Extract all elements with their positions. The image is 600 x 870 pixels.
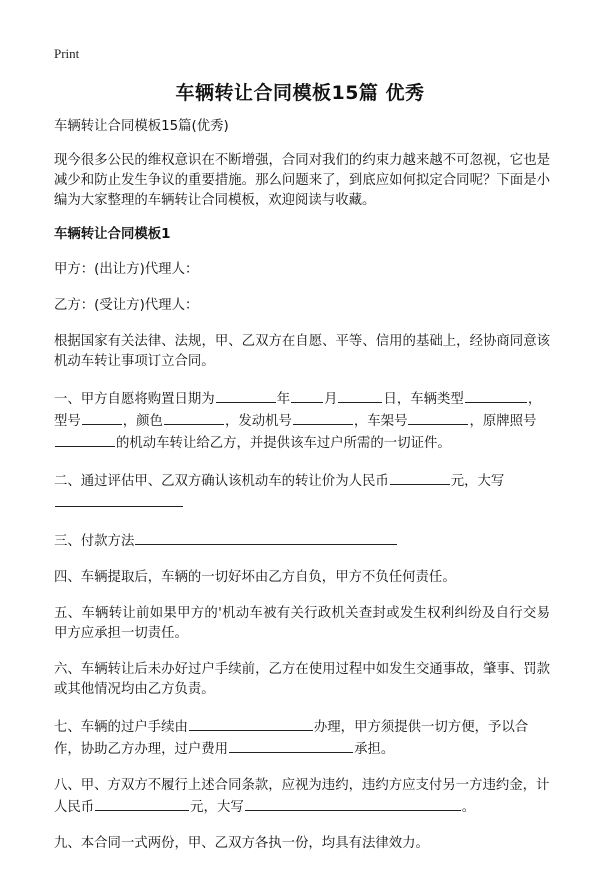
clause-1-text: 的机动车转让给乙方，并提供该车过户所需的一切证件。 bbox=[116, 436, 451, 451]
intro-paragraph: 现今很多公民的维权意识在不断增强，合同对我们的约束力越来越不可忽视，它也是减少和防止发生争议的重要措施。那么问题来了，到底应如何拟定合同呢？下面是小编为大家整理的车辆转让合同模板，欢迎阅读与收藏。 bbox=[54, 153, 550, 208]
clause-1-text: ，型号 bbox=[54, 392, 542, 429]
transfer-handler-blank bbox=[189, 716, 313, 731]
clause-1-text: ，原牌照号 bbox=[469, 414, 537, 429]
price-capital-blank bbox=[55, 492, 183, 507]
clause-7-text: 办理，甲方须提供一切方便，予以合作，协助乙方办理，过户费用 bbox=[54, 720, 529, 757]
clause-2-text: 二、通过评估甲、乙双方确认该机动车的转让价为人民币 bbox=[54, 474, 389, 489]
document-subtitle: 车辆转让合同模板15篇(优秀) bbox=[54, 119, 229, 134]
clause-1-text: 一、甲方自愿将购置日期为 bbox=[54, 392, 215, 407]
model-blank bbox=[82, 410, 122, 425]
clause-1-text: ，发动机号 bbox=[224, 414, 292, 429]
clause-7-text: 七、车辆的过户手续由 bbox=[54, 720, 188, 735]
preamble-paragraph: 根据国家有关法律、法规，甲、乙双方在自愿、平等、信用的基础上，经协商同意该机动车转让事项订立合同。 bbox=[54, 334, 550, 369]
clause-8-text: 。 bbox=[461, 800, 476, 815]
clause-8-text: 八、甲、方双方不履行上述合同条款，应视为违约，违约方应支付另一方违约金，计人民币 bbox=[54, 778, 550, 815]
clause-2-text: 元，大写 bbox=[450, 474, 505, 489]
clause-1-text: 年 bbox=[276, 392, 291, 407]
clause-8 bbox=[54, 776, 550, 818]
party-a-line: 甲方：(出让方)代理人： bbox=[54, 262, 199, 277]
print-link[interactable]: Print bbox=[54, 46, 80, 61]
penalty-amount-blank bbox=[95, 796, 189, 811]
clause-1-text: ，车架号 bbox=[353, 414, 408, 429]
document-body bbox=[54, 117, 550, 870]
party-b-line: 乙方：(受让方)代理人： bbox=[54, 298, 199, 313]
document-title: 车辆转让合同模板15篇 优秀 bbox=[175, 82, 425, 104]
clause-7-text: 承担。 bbox=[354, 742, 395, 757]
clause-1-text: 月 bbox=[324, 392, 338, 407]
clause-9: 九、本合同一式两份，甲、乙双方各执一份，均具有法律效力。 bbox=[54, 836, 429, 851]
color-blank bbox=[164, 410, 224, 425]
clause-3-text: 三、付款方法 bbox=[54, 534, 135, 549]
clause-1-text: 日，车辆类型 bbox=[383, 392, 464, 407]
clause-5: 五、车辆转让前如果甲方的'机动车被有关行政机关查封或发生权利纠纷及自行交易甲方应承担一切责任。 bbox=[54, 606, 550, 641]
clause-6: 六、车辆转让后未办好过户手续前，乙方在使用过程中如发生交通事故，肇事、罚款或其他情况均由乙方负责。 bbox=[54, 662, 550, 697]
clause-7 bbox=[54, 716, 550, 760]
penalty-capital-blank bbox=[245, 796, 461, 811]
plate-number-blank bbox=[55, 432, 115, 447]
purchase-day-blank bbox=[338, 388, 382, 403]
clause-4: 四、车辆提取后，车辆的一切好坏由乙方自负，甲方不负任何责任。 bbox=[54, 570, 456, 585]
clause-8-text: 元，大写 bbox=[190, 800, 244, 815]
clause-3 bbox=[54, 530, 550, 552]
vehicle-type-blank bbox=[465, 388, 527, 403]
price-amount-blank bbox=[390, 470, 450, 485]
engine-number-blank bbox=[293, 410, 353, 425]
clause-1 bbox=[54, 388, 550, 454]
clause-1-text: ，颜色 bbox=[122, 414, 163, 429]
transfer-fee-party-blank bbox=[229, 738, 353, 753]
section-heading: 车辆转让合同模板1 bbox=[54, 227, 171, 242]
clause-2 bbox=[54, 470, 550, 514]
purchase-month-blank bbox=[291, 388, 323, 403]
purchase-year-blank bbox=[216, 388, 276, 403]
frame-number-blank bbox=[408, 410, 468, 425]
payment-method-blank bbox=[135, 530, 397, 545]
